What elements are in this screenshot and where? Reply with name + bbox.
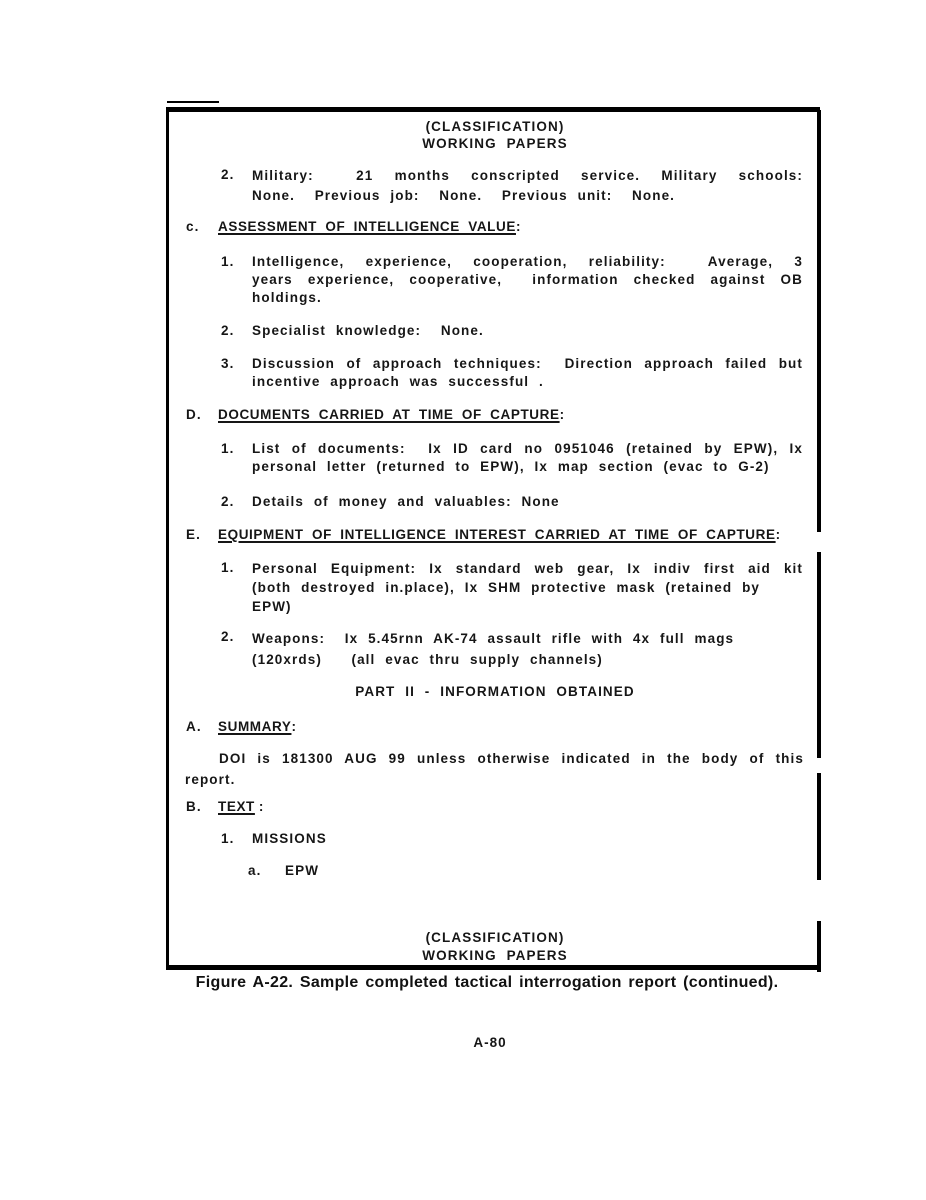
report-border-box [166,107,820,970]
section-letter: c. [186,219,200,234]
item-number: 2. [221,629,235,644]
item-number: 1. [221,831,235,846]
header-classification: (CLASSIFICATION) [425,119,565,134]
list-item-missions [221,830,803,848]
box-right-border-segment [817,921,821,972]
item-number: 2. [221,494,235,509]
list-item-c3 [221,355,803,391]
item-text: List of documents: Ix ID card no 0951046 (retained by EPW), Ix personal letter (returned to EPW), Ix map section (evac to G-2) [252,441,803,474]
sub-item-letter: a. [248,863,262,878]
item-text: Intelligence, experience, cooperation, reliability: Average, 3 years experience, cooperative, information checked against OB holdings. [252,254,803,305]
list-item-c2 [221,322,803,340]
list-item-c1 [221,253,803,307]
item-number: 2. [221,167,235,182]
footer-working-papers: WORKING PAPERS [422,948,568,963]
section-heading-c [186,218,521,236]
list-item-d1 [221,440,803,476]
section-heading-d [186,406,565,424]
item-text: MISSIONS [252,831,327,846]
summary-paragraph: DOI is 181300 AUG 99 unless otherwise indicated in the body of this report. [185,751,804,787]
box-right-border-segment [817,773,821,880]
section-title: SUMMARY [218,719,292,734]
list-item-d2 [221,493,803,511]
section-title: TEXT [218,799,255,814]
item-text: Specialist knowledge: None. [252,323,484,338]
item-text: Weapons: Ix 5.45rnn AK-74 assault rifle with 4x full mags (120xrds) (all evac thru supply channels) [252,631,735,667]
section-title: DOCUMENTS CARRIED AT TIME OF CAPTURE [218,407,560,422]
list-item-e1 [221,559,803,616]
item-text: Details of money and valuables: None [252,494,560,509]
section-colon: : [291,719,297,734]
item-text: Military: 21 months conscripted service. Military schools: None. Previous job: None. Previous unit: None. [252,168,803,203]
section-colon: : [559,407,565,422]
item-number: 2. [221,323,235,338]
section-letter: E. [186,527,201,542]
section-letter: A. [186,719,202,734]
section-letter: B. [186,799,202,814]
section-colon: : [775,527,781,542]
section-heading-a [186,718,297,736]
section-title: EQUIPMENT OF INTELLIGENCE INTEREST CARRIED AT TIME OF CAPTURE [218,527,776,542]
part2-title: PART II - INFORMATION OBTAINED [355,684,635,699]
sub-item-epw [248,862,319,880]
list-item-military [221,166,803,206]
section-title: ASSESSMENT OF INTELLIGENCE VALUE [218,219,516,234]
header-working-papers: WORKING PAPERS [422,136,568,151]
section-colon: : [258,799,265,814]
scan-artifact-line [167,101,219,103]
section-heading-e [186,526,781,544]
item-number: 1. [221,254,235,269]
figure-caption: Figure A-22. Sample completed tactical interrogation report (continued). [195,974,779,991]
page-number: A-80 [473,1035,507,1050]
box-right-border-segment [817,110,821,532]
item-number: 1. [221,441,235,456]
item-number: 1. [221,560,235,575]
item-number: 3. [221,356,235,371]
list-item-e2 [221,628,803,670]
item-text: Discussion of approach techniques: Direction approach failed but incentive approach was successful . [252,356,803,389]
section-heading-b [186,798,264,816]
item-text: Personal Equipment: Ix standard web gear, Ix indiv first aid kit (both destroyed in.place), Ix SHM protective mask (retained by EPW) [252,561,803,614]
box-right-border-segment [817,552,821,758]
section-letter: D. [186,407,202,422]
footer-classification: (CLASSIFICATION) [425,930,565,945]
sub-item-text: EPW [285,863,320,878]
section-colon: : [515,219,522,234]
